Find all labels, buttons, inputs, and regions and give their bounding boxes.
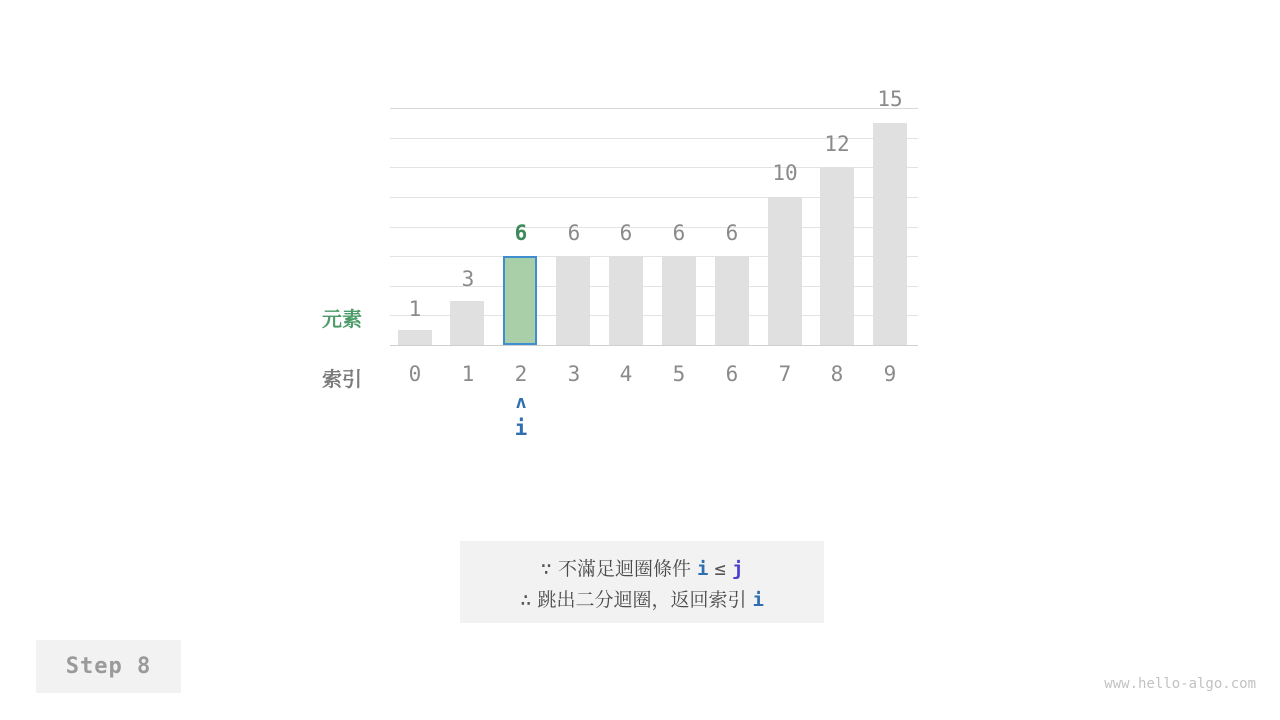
bar-6 <box>715 256 749 345</box>
bar-value-label-9: 15 <box>877 87 903 111</box>
note-line-2-text: 跳出二分迴圈，返回索引 <box>537 589 747 611</box>
bar-8 <box>820 167 854 345</box>
note-line-1 <box>460 554 824 585</box>
index-label-4: 4 <box>619 362 633 386</box>
step-badge: Step 8 <box>36 640 181 693</box>
pointer-caret-icon: ʌ <box>515 392 527 413</box>
bar-value-label-5: 6 <box>672 221 686 245</box>
bar-1 <box>450 301 484 345</box>
bar-9 <box>873 123 907 345</box>
bar-value-label-7: 10 <box>772 161 798 185</box>
row-title-index: 索引 <box>322 367 362 391</box>
axis-line <box>390 345 918 346</box>
index-label-6: 6 <box>725 362 739 386</box>
pointer-i-label: i <box>514 416 528 440</box>
note-var-i-2: i <box>752 589 764 611</box>
bar-value-label-4: 6 <box>619 221 633 245</box>
note-var-i: i <box>697 558 709 580</box>
bar-value-label-1: 3 <box>461 267 475 291</box>
index-label-7: 7 <box>778 362 792 386</box>
index-label-5: 5 <box>672 362 686 386</box>
index-label-9: 9 <box>883 362 897 386</box>
index-label-2: 2 <box>514 362 528 386</box>
bar-value-label-6: 6 <box>725 221 739 245</box>
bar-value-label-3: 6 <box>567 221 581 245</box>
note-line-2 <box>460 585 824 616</box>
because-symbol: ∵ <box>540 558 552 580</box>
bar-0 <box>398 330 432 345</box>
pointer-i <box>501 392 541 440</box>
index-label-3: 3 <box>567 362 581 386</box>
bar-2-highlight <box>503 256 537 345</box>
note-operator: ≤ <box>714 558 726 580</box>
note-var-j: j <box>732 558 744 580</box>
gridline <box>390 108 918 109</box>
index-label-1: 1 <box>461 362 475 386</box>
bar-value-label-8: 12 <box>824 132 850 156</box>
watermark: www.hello-algo.com <box>1104 676 1256 692</box>
bar-3 <box>556 256 590 345</box>
note-line-1-text: 不滿足迴圈條件 <box>557 558 691 580</box>
bar-value-label-2: 6 <box>514 221 528 245</box>
bar-7 <box>768 197 802 345</box>
therefore-symbol: ∴ <box>519 589 532 611</box>
index-label-0: 0 <box>408 362 422 386</box>
bar-4 <box>609 256 643 345</box>
bar-5 <box>662 256 696 345</box>
index-label-8: 8 <box>830 362 844 386</box>
row-title-element: 元素 <box>322 307 362 331</box>
bar-value-label-0: 1 <box>408 297 422 321</box>
explanation-note <box>460 541 824 623</box>
